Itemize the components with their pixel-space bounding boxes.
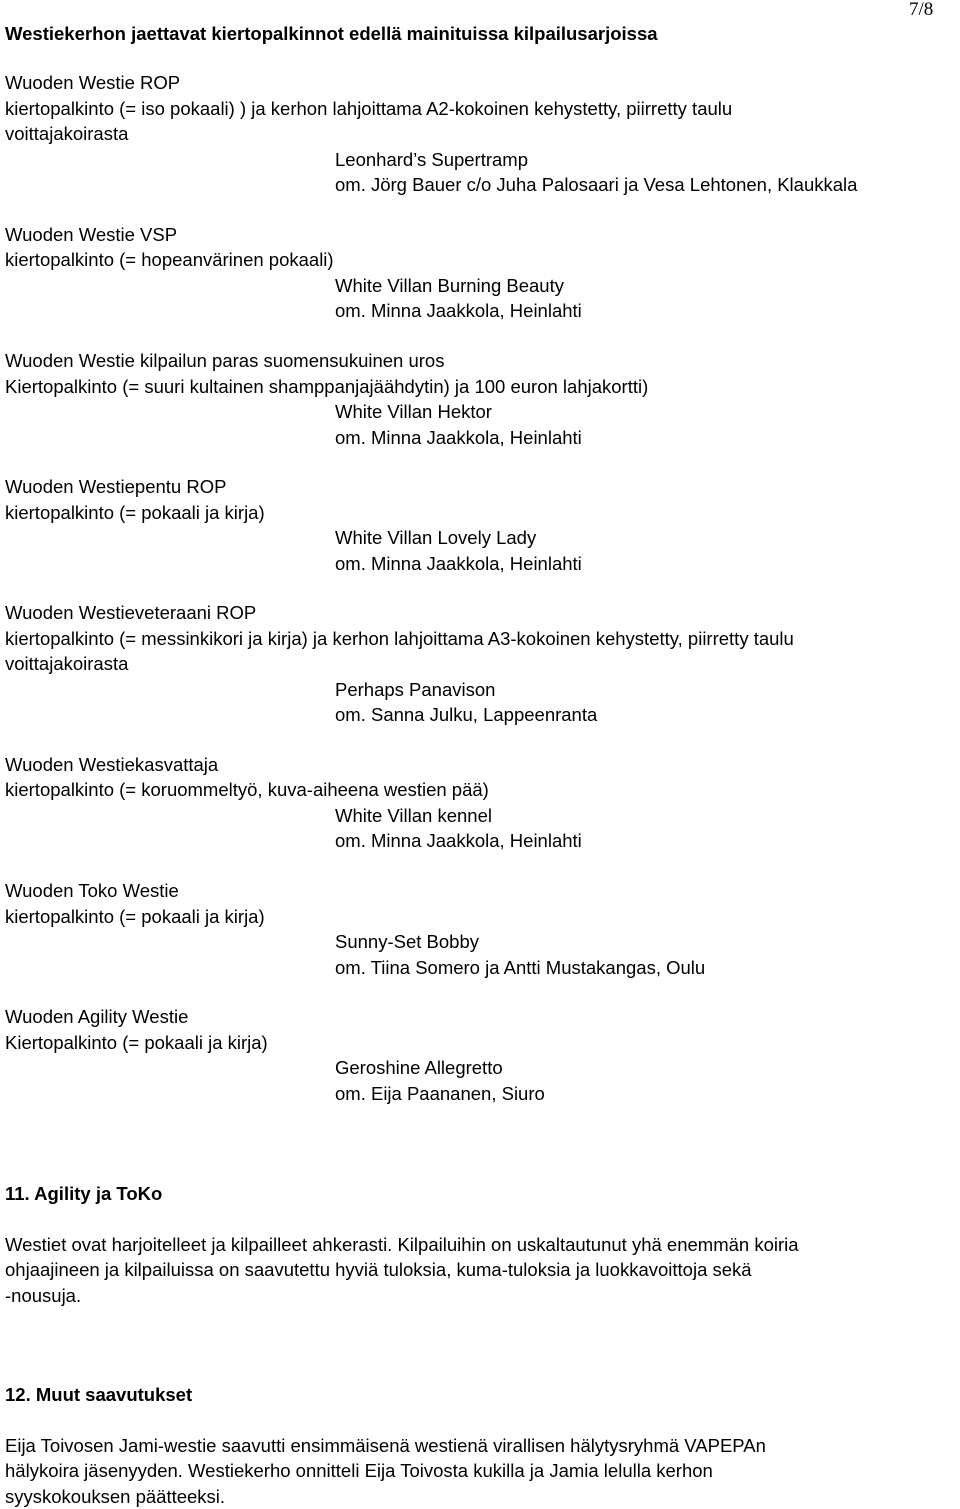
award-prize-line: voittajakoirasta — [5, 653, 129, 674]
page-number: 7/8 — [909, 0, 934, 20]
award-owner: om. Jörg Bauer c/o Juha Palosaari ja Vesa Lehtonen, Klaukkala — [335, 174, 858, 195]
section-heading: 11. Agility ja ToKo — [5, 1183, 163, 1204]
award-title: Wuoden Westiekasvattaja — [5, 754, 219, 775]
paragraph-line: -nousuja. — [5, 1285, 82, 1306]
award-winner: White Villan kennel — [335, 805, 492, 826]
award-prize-line: Kiertopalkinto (= suuri kultainen shamppanjajäähdytin) ja 100 euron lahjakortti) — [5, 376, 649, 397]
award-title: Wuoden Westie VSP — [5, 224, 178, 245]
page-heading: Westiekerhon jaettavat kiertopalkinnot edellä mainituissa kilpailusarjoissa — [5, 23, 658, 44]
award-title: Wuoden Toko Westie — [5, 880, 179, 901]
award-prize-line: kiertopalkinto (= pokaali ja kirja) — [5, 502, 265, 523]
award-owner: om. Tiina Somero ja Antti Mustakangas, Oulu — [335, 957, 706, 978]
award-owner: om. Eija Paananen, Siuro — [335, 1083, 545, 1104]
award-title: Wuoden Agility Westie — [5, 1006, 189, 1027]
paragraph-line: syyskokouksen päätteeksi. — [5, 1486, 226, 1507]
award-title: Wuoden Westie kilpailun paras suomensukuinen uros — [5, 350, 445, 371]
award-winner: Sunny-Set Bobby — [335, 931, 479, 952]
award-title: Wuoden Westiepentu ROP — [5, 476, 227, 497]
award-owner: om. Minna Jaakkola, Heinlahti — [335, 830, 582, 851]
award-winner: White Villan Lovely Lady — [335, 527, 537, 548]
award-prize-line: kiertopalkinto (= iso pokaali) ) ja kerhon lahjoittama A2-kokoinen kehystetty, piirretty taulu — [5, 98, 733, 119]
award-winner: Geroshine Allegretto — [335, 1057, 503, 1078]
award-owner: om. Minna Jaakkola, Heinlahti — [335, 553, 582, 574]
award-winner: White Villan Burning Beauty — [335, 275, 564, 296]
award-title: Wuoden Westie ROP — [5, 72, 181, 93]
award-prize-line: kiertopalkinto (= koruommeltyö, kuva-aiheena westien pää) — [5, 779, 489, 800]
award-prize-line: voittajakoirasta — [5, 123, 129, 144]
award-owner: om. Minna Jaakkola, Heinlahti — [335, 427, 582, 448]
award-winner: Perhaps Panavison — [335, 679, 496, 700]
paragraph-line: Westiet ovat harjoitelleet ja kilpailleet ahkerasti. Kilpailuihin on uskaltautunut yhä enemmän koiria — [5, 1234, 799, 1255]
award-winner: White Villan Hektor — [335, 401, 492, 422]
award-owner: om. Sanna Julku, Lappeenranta — [335, 704, 598, 725]
section-heading: 12. Muut saavutukset — [5, 1384, 193, 1405]
award-winner: Leonhard’s Supertramp — [335, 149, 529, 170]
paragraph-line: ohjaajineen ja kilpailuissa on saavutettu hyviä tuloksia, kuma-tuloksia ja luokkavoittoja sekä — [5, 1259, 752, 1280]
award-owner: om. Minna Jaakkola, Heinlahti — [335, 300, 582, 321]
paragraph-line: Eija Toivosen Jami-westie saavutti ensimmäisenä westienä virallisen hälytysryhmä VAPEPAn — [5, 1435, 766, 1456]
award-title: Wuoden Westieveteraani ROP — [5, 602, 257, 623]
paragraph-line: hälykoira jäsenyyden. Westiekerho onnitteli Eija Toivosta kukilla ja Jamia lelulla kerhon — [5, 1460, 713, 1481]
award-prize-line: Kiertopalkinto (= pokaali ja kirja) — [5, 1032, 268, 1053]
award-prize-line: kiertopalkinto (= pokaali ja kirja) — [5, 906, 265, 927]
award-prize-line: kiertopalkinto (= hopeanvärinen pokaali) — [5, 249, 334, 270]
award-prize-line: kiertopalkinto (= messinkikori ja kirja) ja kerhon lahjoittama A3-kokoinen kehystetty, piirretty taulu — [5, 628, 794, 649]
